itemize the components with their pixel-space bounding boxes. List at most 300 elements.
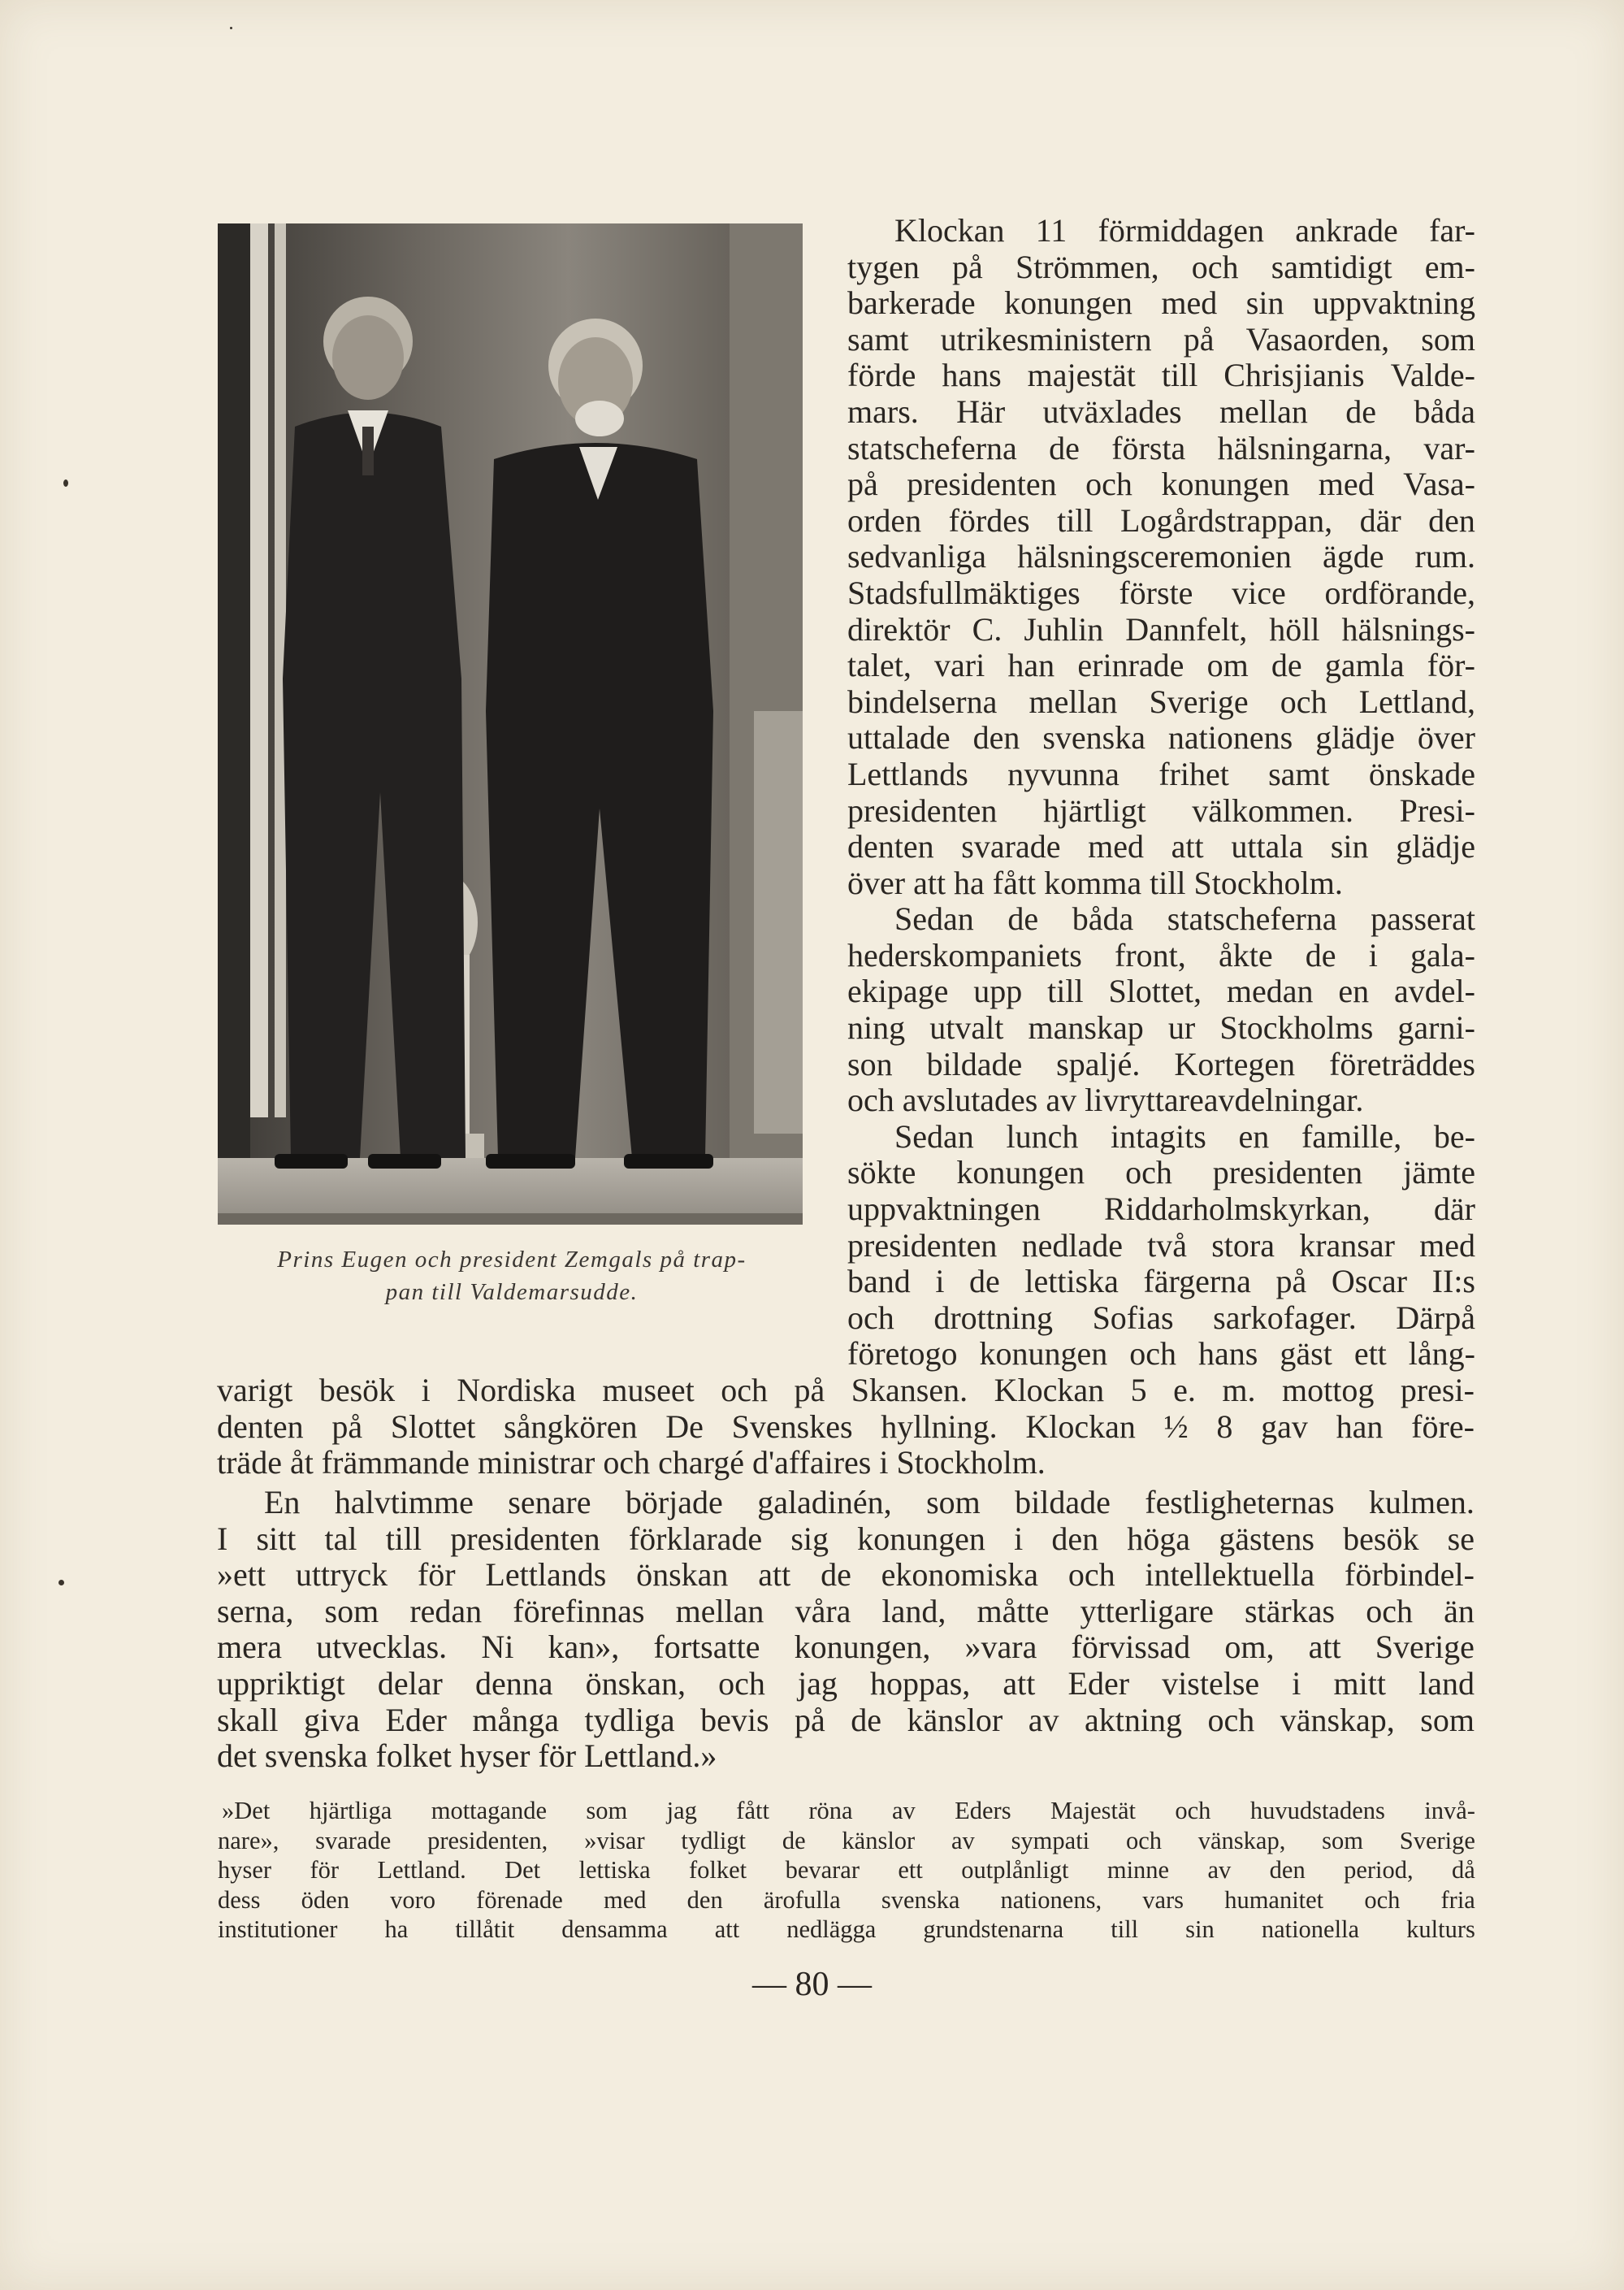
word: ur (1167, 1009, 1196, 1047)
word: färgerna (1143, 1263, 1251, 1300)
text-line (847, 648, 1475, 684)
text-line (847, 1228, 1475, 1264)
word: gala- (1410, 936, 1475, 974)
word: och (1175, 1797, 1211, 1824)
word: förste (1119, 574, 1193, 611)
word: Det (505, 1856, 541, 1884)
full-width-paragraph-b (217, 1485, 1475, 1775)
text-line (217, 1521, 1475, 1558)
word: en (1238, 1117, 1270, 1155)
word: våra (795, 1592, 851, 1629)
word: till (1161, 357, 1198, 394)
word: Juhlin (1024, 610, 1104, 648)
word: utvecklas. (316, 1629, 448, 1666)
word: samt (1268, 755, 1330, 792)
word: hyser (218, 1856, 272, 1884)
word: museet (602, 1372, 695, 1408)
text-line: träde åt främmande ministrar och chargé d'affaires i Stockholm. (217, 1444, 1046, 1481)
word: förde (847, 357, 916, 394)
word: konungen (1161, 466, 1290, 503)
word: mitt (1333, 1664, 1386, 1702)
word: hjärtliga (309, 1797, 392, 1824)
word: ytterligare (1080, 1592, 1214, 1629)
word: höga (1127, 1520, 1191, 1557)
word: konungen (1004, 284, 1132, 322)
word: front, (1115, 936, 1186, 974)
text-line (847, 1191, 1475, 1228)
word: medan (1226, 973, 1314, 1010)
word: hyllning. (881, 1407, 998, 1445)
word: mellan (675, 1592, 764, 1629)
word: vice (1232, 574, 1286, 611)
word: 8 (1216, 1407, 1233, 1445)
word: sig (790, 1520, 829, 1557)
word: hans (1198, 1335, 1258, 1373)
word: till (385, 1520, 422, 1557)
word: I (217, 1520, 228, 1557)
word: de (1345, 393, 1377, 430)
narrow-column-text (847, 213, 1475, 1373)
word: i (1014, 1520, 1024, 1557)
word: hälsningarna, (1217, 429, 1392, 466)
word: presi- (1400, 1372, 1475, 1408)
word: om (1206, 647, 1249, 684)
word: nationella (1261, 1915, 1360, 1943)
text-line (847, 322, 1475, 358)
word: vistelse (1162, 1664, 1260, 1702)
word: Chrisjianis (1223, 357, 1365, 394)
word: på (1183, 320, 1215, 358)
word: om, (1224, 1629, 1275, 1666)
word: Här (956, 393, 1006, 430)
word: uppriktigt (217, 1664, 345, 1702)
word: galadinén, (757, 1484, 892, 1520)
word: Lettland, (1358, 683, 1475, 720)
word: och (1125, 1826, 1162, 1854)
word: majestät (1027, 357, 1136, 394)
word: och (1207, 1701, 1255, 1738)
word: ha (384, 1915, 409, 1943)
word: båda (1072, 900, 1134, 938)
word: II:s (1431, 1263, 1475, 1300)
word: garni- (1397, 1009, 1475, 1047)
word: på (795, 1701, 825, 1738)
word: presidenten, (427, 1826, 548, 1854)
word: fått (736, 1797, 769, 1824)
text-line (847, 213, 1475, 249)
word: orden (847, 501, 922, 539)
paper-speck (230, 27, 232, 29)
word: nare», (218, 1826, 279, 1854)
photo-prince-and-president (218, 223, 803, 1225)
text-line (847, 1336, 1475, 1373)
footnote-line (218, 1826, 1475, 1856)
word: Sofias (1092, 1299, 1174, 1336)
text-line (217, 1666, 1475, 1702)
word: Svenskes (731, 1407, 853, 1445)
word: Slottet, (1108, 973, 1202, 1010)
word: förmiddagen (1098, 212, 1264, 249)
word: de (782, 1826, 806, 1854)
word: hederskompaniets (847, 936, 1082, 974)
word: hoppas, (869, 1664, 971, 1702)
footnote-line (218, 1855, 1475, 1885)
text-line (847, 431, 1475, 467)
word: denten (847, 828, 934, 865)
word: konungen (979, 1335, 1108, 1373)
word: presidenten (847, 792, 998, 829)
word: rum. (1414, 538, 1475, 575)
word: passerat (1371, 900, 1475, 938)
word: av (1207, 1856, 1232, 1884)
word: outplånligt (961, 1856, 1069, 1884)
word: Valde- (1390, 357, 1475, 394)
word: åkte (1218, 936, 1273, 974)
word: fördes (948, 501, 1030, 539)
word: mellan (1029, 683, 1118, 720)
word: förenade (476, 1885, 563, 1914)
word: för- (1427, 647, 1475, 684)
text-line (847, 1264, 1475, 1300)
word: frihet (1158, 755, 1229, 792)
footnote-line (218, 1796, 1475, 1826)
word: Klockan (1025, 1407, 1136, 1445)
word: mottagande (431, 1797, 548, 1824)
word: e. (1173, 1372, 1196, 1408)
word: var- (1423, 429, 1475, 466)
word: band (847, 1263, 911, 1300)
word: ekipage (847, 973, 949, 1010)
word: de (1271, 647, 1302, 684)
word: med (604, 1885, 647, 1914)
word: de (851, 1701, 882, 1738)
word: em- (1424, 248, 1475, 285)
word: Logårdstrappan, (1120, 501, 1333, 539)
text-line: det svenska folket hyser för Lettland.» (217, 1737, 717, 1775)
word: önskade (1368, 755, 1475, 792)
word: avdel- (1394, 973, 1475, 1010)
word: Stadsfullmäktiges (847, 574, 1081, 611)
word: Därpå (1396, 1299, 1475, 1336)
word: hälsningsceremonien (1017, 538, 1292, 575)
word: nyvunna (1007, 755, 1119, 792)
word: varigt (217, 1372, 293, 1408)
word: densamma (561, 1915, 668, 1943)
word: och (1191, 248, 1239, 285)
text-line (847, 720, 1475, 757)
word: famille, (1301, 1117, 1402, 1155)
word: kransar (1299, 1226, 1395, 1264)
word: uppvaktningen (847, 1191, 1041, 1228)
word: att (1003, 1664, 1036, 1702)
word: gamla (1324, 647, 1405, 684)
word: företogo (847, 1335, 958, 1373)
word: Sverige (1399, 1826, 1475, 1854)
word: Strömmen, (1015, 248, 1159, 285)
word: att (758, 1556, 791, 1594)
text-line (847, 285, 1475, 322)
word: be- (1433, 1117, 1475, 1155)
word: voro (390, 1885, 436, 1914)
word: av (951, 1826, 975, 1854)
word: utrikesministern (940, 320, 1152, 358)
word: med (1161, 284, 1218, 322)
word: jämte (1403, 1154, 1475, 1191)
text-line (847, 1010, 1475, 1047)
word: och (721, 1372, 768, 1408)
word: Majestät (1050, 1797, 1136, 1824)
word: presidenten (450, 1520, 600, 1557)
word: lettiska (1024, 1263, 1119, 1300)
word: konungen (857, 1520, 985, 1557)
word: Lettland. (377, 1856, 466, 1884)
word: höll (1269, 610, 1320, 648)
word: hans (942, 357, 1002, 394)
word: nedlägga (786, 1915, 877, 1943)
word: drottning (933, 1299, 1053, 1336)
caption-line: Prins Eugen och president Zemgals på trap- (277, 1247, 747, 1273)
word: kulmen. (1368, 1484, 1475, 1520)
word: sökte (847, 1154, 916, 1191)
word: »vara (964, 1629, 1037, 1666)
word: av (891, 1797, 916, 1824)
word: båda (1414, 393, 1475, 430)
word: sitt (256, 1520, 297, 1557)
word: statscheferna (847, 429, 1017, 466)
word: tal (324, 1520, 357, 1557)
word: serna, (217, 1592, 294, 1629)
word: uttryck (295, 1556, 388, 1594)
word: än (1444, 1592, 1475, 1629)
text-line (847, 612, 1475, 648)
word: stora (1211, 1226, 1275, 1264)
text-line (847, 539, 1475, 575)
word: sedvanliga (847, 538, 987, 575)
text-line (847, 793, 1475, 830)
footnote-text (218, 1796, 1475, 1945)
word: och (1125, 1154, 1172, 1191)
word: period, (1344, 1856, 1414, 1884)
word: gästens (1219, 1520, 1314, 1557)
word: sympati (1011, 1826, 1090, 1854)
word: där (1359, 501, 1401, 539)
word: som (586, 1797, 628, 1824)
word: för (310, 1856, 340, 1884)
word: första (1111, 429, 1186, 466)
word: där (1433, 1191, 1475, 1228)
word: stärkas (1244, 1592, 1336, 1629)
word: samtidigt (1271, 248, 1392, 285)
word: ½ (1163, 1407, 1189, 1445)
word: intellektuella (1145, 1556, 1315, 1594)
word: senare (508, 1484, 591, 1520)
word: den (686, 1885, 723, 1914)
word: mars. (847, 393, 919, 430)
word: denten (217, 1407, 304, 1445)
word: minne (1106, 1856, 1170, 1884)
word: då (1452, 1856, 1475, 1884)
word: barkerade (847, 284, 976, 322)
word: och (1280, 683, 1327, 720)
text-line (217, 1594, 1475, 1630)
word: Eder (1068, 1664, 1130, 1702)
word: ekonomiska (881, 1556, 1038, 1594)
word: svarade (315, 1826, 392, 1854)
word: besök (1343, 1520, 1419, 1557)
word: Presi- (1399, 792, 1475, 829)
word: för (417, 1556, 456, 1594)
word: presidenten (907, 466, 1057, 503)
word: de (1007, 900, 1039, 938)
text-line (217, 1485, 1475, 1521)
word: Vasa- (1403, 466, 1475, 503)
text-line: och avslutades av livryttareavdelningar. (847, 1082, 1364, 1119)
word: vari (934, 647, 985, 684)
word: vänskap, (1197, 1826, 1286, 1854)
word: »ett (217, 1556, 266, 1594)
word: hälsnings- (1341, 610, 1475, 648)
word: som (1421, 320, 1475, 358)
word: att (1171, 828, 1204, 865)
word: de (821, 1556, 851, 1594)
word: många (472, 1701, 560, 1738)
word: konungen (956, 1154, 1085, 1191)
word: och (847, 1299, 894, 1336)
word: intagits (1111, 1117, 1206, 1155)
word: i (421, 1372, 431, 1408)
word: Oscar (1331, 1263, 1408, 1300)
word: se (1447, 1520, 1475, 1557)
word: på (331, 1407, 363, 1445)
text-line (217, 1702, 1475, 1739)
word: samt (847, 320, 909, 358)
word: Eders (955, 1797, 1011, 1824)
word: sin (1185, 1915, 1215, 1943)
word: bindelserna (847, 683, 998, 720)
text-line (847, 901, 1475, 938)
text-line (847, 575, 1475, 612)
paper-speck (58, 1580, 64, 1585)
word: De (665, 1407, 704, 1445)
word: ankrade (1295, 212, 1398, 249)
word: lång- (1408, 1335, 1475, 1373)
word: den (1051, 1520, 1099, 1557)
word: »Det (222, 1797, 271, 1824)
word: på (794, 1372, 825, 1408)
word: spaljé. (1056, 1045, 1141, 1082)
word: på (847, 466, 878, 503)
word: vänskap, (1280, 1701, 1395, 1738)
word: hjärtligt (1042, 792, 1146, 829)
word: bevarar (785, 1856, 860, 1884)
word: son (847, 1045, 893, 1082)
word: han (1336, 1407, 1384, 1445)
word: far- (1429, 212, 1475, 249)
text-line: över att ha fått komma till Stockholm. (847, 864, 1343, 901)
word: sarkofager. (1213, 1299, 1357, 1336)
word: erinrade (1077, 647, 1184, 684)
word: uttalade (847, 719, 951, 757)
word: öden (301, 1885, 349, 1914)
word: röna (808, 1797, 853, 1824)
word: svenska (881, 1885, 960, 1914)
word: nationens (1167, 719, 1293, 757)
text-line (847, 466, 1475, 503)
word: aktning (1085, 1701, 1182, 1738)
word: tydligt (681, 1826, 747, 1854)
word: lettiska (578, 1856, 651, 1884)
photo-caption (203, 1243, 821, 1308)
word: ärofulla (763, 1885, 841, 1914)
word: svarade (961, 828, 1061, 865)
text-line (847, 1047, 1475, 1083)
text-line (847, 1119, 1475, 1156)
word: Dannfelt, (1125, 610, 1248, 648)
word: presidenten (1212, 1154, 1363, 1191)
word: skall (217, 1701, 279, 1738)
word: land, (881, 1592, 946, 1629)
word: och (1129, 1335, 1177, 1373)
word: svenska (1042, 719, 1145, 757)
word: och (718, 1664, 765, 1702)
word: med (1088, 828, 1144, 865)
word: Sedan (894, 900, 974, 938)
word: invå- (1424, 1797, 1475, 1824)
word: upp (973, 973, 1023, 1010)
word: utvalt (929, 1009, 1004, 1047)
word: i (1292, 1664, 1301, 1702)
word: en (1338, 973, 1370, 1010)
word: dess (218, 1885, 261, 1914)
word: C. (972, 610, 1003, 648)
word: humanitet (1224, 1885, 1324, 1914)
text-line (847, 938, 1475, 974)
text-line (217, 1629, 1475, 1666)
word: Slottet (390, 1407, 476, 1445)
word: som (324, 1592, 379, 1629)
text-line (847, 1300, 1475, 1337)
word: denna (474, 1664, 553, 1702)
text-line (847, 757, 1475, 793)
word: delar (377, 1664, 443, 1702)
word: huvudstadens (1249, 1797, 1385, 1824)
word: En (264, 1484, 301, 1520)
word: Skansen. (851, 1372, 968, 1408)
word: känslor (842, 1826, 916, 1854)
word: den (1269, 1856, 1306, 1884)
text-line (217, 1373, 1475, 1409)
word: fortsatte (653, 1629, 760, 1666)
word: på (952, 248, 983, 285)
word: sin (1245, 284, 1284, 322)
page-number: — 80 — (752, 1966, 872, 2003)
word: och (1366, 1592, 1413, 1629)
word: festligheternas (1145, 1484, 1335, 1520)
word: över (1417, 719, 1475, 757)
word: mellan (1219, 393, 1308, 430)
word: den (972, 719, 1020, 757)
word: förvissad (1071, 1629, 1191, 1666)
word: Sverige (1375, 1629, 1475, 1666)
word: jag (666, 1797, 697, 1824)
word: och (1068, 1556, 1115, 1594)
word: mottog (1281, 1372, 1375, 1408)
text-line (217, 1409, 1475, 1446)
word: och (1085, 466, 1132, 503)
word: Stockholms (1219, 1009, 1374, 1047)
word: som (1322, 1826, 1363, 1854)
paper-speck (63, 479, 68, 487)
